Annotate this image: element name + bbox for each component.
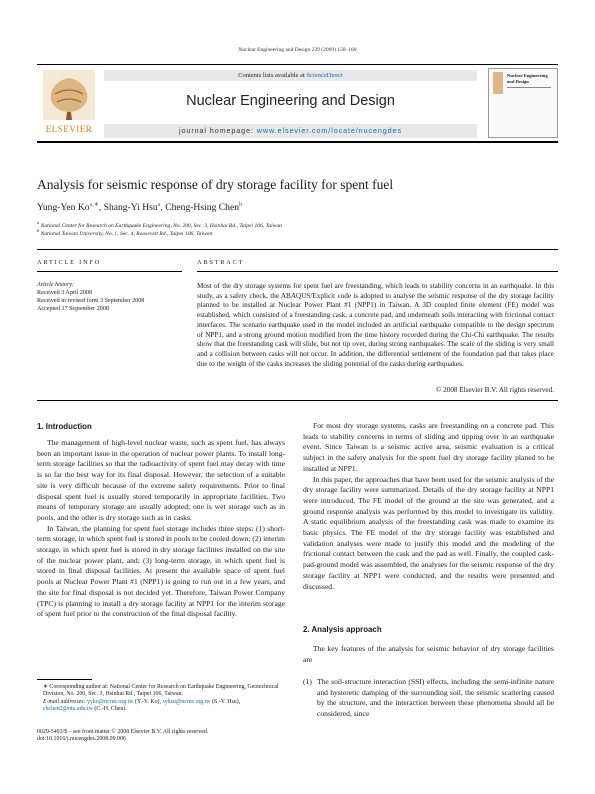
author-list: Yung-Yen $Ko^{a,∗}$, Shang-Yi Hsu$^a$, Cheng-Hsing Chen$^b$ bbox=[37, 202, 243, 214]
abstract-text: Most of the dry storage systems for spent fuel are freestanding, which leads to stability concerns in an earthquake. In this study, as a safety check, the ABAQUS/Explicit code is adopted to analyse the seismic response of the dry storage facility planned to be installed at Nuclear Power Plant #1 (NPP1) in Taiwan. A 3D coupled finite element (FE) model was established, which consisted of a freestanding cask, a concrete pad, and underneath soils interacting with frictional contact interfaces. The scenario earthquake used in the model included an artificial earthquake compatible to the design spectrum of NPP1, and a strong ground motion modified from the time history recorded during the Chi-Chi earthquake. The results show that the freestanding cask will slide, but not tip over, during strong earthquakes. The scale of the sliding is very small and a collision between casks will not occur. In addition, the differential settlement of the foundation pad that takes place due to the weight of the casks increases the sliding potential of the casks during earthquakes. bbox=[197, 282, 554, 368]
approach-body bbox=[303, 644, 554, 665]
journal-reference: Nuclear Engineering and Design 239 (2009) 158–168 bbox=[238, 47, 357, 53]
article-info-heading: ARTICLE INFO bbox=[37, 259, 102, 266]
intro-body bbox=[37, 438, 285, 620]
corresponding-author-note: ∗ Corresponding author at: National Center for Research on Earthquake Engineering, Geotechnical Division, No. 200, Sec. 3, Hsinhai Rd., Taipei 106, Taiwan. bbox=[43, 684, 279, 698]
analysis-approach-heading: 2. Analysis approach bbox=[303, 625, 382, 634]
author-name: Cheng-Hsing Chen bbox=[165, 202, 240, 214]
history-label: Article history: bbox=[37, 282, 75, 288]
email-link[interactable]: yyko@ncree.org.tw bbox=[86, 698, 134, 705]
email-link[interactable]: chchen2@ntu.edu.tw bbox=[43, 705, 93, 712]
intro-paragraph-3: For most dry storage systems, casks are freestanding on a concrete pad. This leads to stability concerns in terms of sliding and tipping over in an earthquake event. Since Taiwan is a seismic active area, seismic evaluation is a critical subject in the safety analysis for the spent fuel dry storage facility planed to be installed at NPP1. bbox=[303, 421, 554, 473]
issn-line: 0029-5493/$ – see front matter © 2008 Elsevier B.V. All rights reserved. bbox=[37, 729, 209, 735]
elsevier-logo bbox=[39, 68, 99, 136]
footnote bbox=[37, 684, 285, 713]
affiliation-text: National Center for Research on Earthquake Engineering, No. 200, Sec. 3, Hsinhai Rd., Taipei 106, Taiwan bbox=[40, 222, 282, 229]
author-name: Yung-Yen Ko bbox=[37, 202, 90, 214]
affiliation-text: National Taiwan University, No. 1, Sec. 4, Roosevelt Rd., Taipei 106, Taiwan bbox=[40, 230, 213, 237]
abstract-heading: ABSTRACT bbox=[197, 259, 245, 266]
accepted-date: Accepted 17 September 2008 bbox=[37, 306, 109, 313]
author-name: Shang-Yi Hsu bbox=[103, 202, 158, 214]
email-owner: (S.-Y. Hsu), bbox=[210, 698, 241, 705]
header-top-rule bbox=[37, 64, 558, 65]
homepage-link[interactable]: www.elsevier.com/locate/nucengdes bbox=[256, 126, 402, 135]
article-title: Analysis for seismic response of dry storage facility for spent fuel bbox=[37, 177, 394, 192]
footnote-rule bbox=[37, 679, 92, 680]
publisher-name: ELSEVIER bbox=[45, 124, 93, 134]
author-sup[interactable]: a bbox=[157, 202, 161, 208]
article-info-rule bbox=[37, 271, 182, 272]
cover-title: Nuclear Engineering and Design bbox=[507, 73, 548, 84]
email-line bbox=[37, 699, 285, 714]
affiliation-sup: b bbox=[37, 228, 40, 233]
affiliation-b bbox=[37, 228, 557, 237]
affiliation-sup: a bbox=[37, 220, 40, 225]
section-divider bbox=[37, 249, 558, 250]
section-divider bbox=[37, 400, 558, 401]
approach-paragraph: The key features of the analysis for seismic behavior of dry storage facilities are bbox=[303, 644, 554, 664]
cover-rule bbox=[507, 87, 551, 88]
author-sup[interactable]: b bbox=[239, 202, 243, 208]
email-link[interactable]: syhsu@ncree.org.tw bbox=[162, 698, 211, 705]
abstract-copyright: © 2008 Elsevier B.V. All rights reserved. bbox=[435, 386, 554, 394]
intro-heading: 1. Introduction bbox=[37, 422, 92, 431]
feature-number: (1) bbox=[303, 677, 312, 686]
intro-paragraph-2: In Taiwan, the planning for spent fuel storage includes three steps: (1) short-term storage, in which spent fuel is stored in pools to be cooled down; (2) interim storage, in which spent fuel is stored in dry storage facilities installed on the site of the nuclear power plant, and; (3) long-term storage, in which spent fuel is stored in final disposal facilities. At present the available space of spent fuel pools at Nuclear Power Plant #1 (NPP1) is going to run out in a few years, and the site for final disposal is not decided yet. Therefore, Taiwan Power Company (TPC) is planning to install a dry storage facility at NPP1 for the interim storage of spent fuel prior to the construction of the final disposal facility. bbox=[37, 523, 285, 619]
sciencedirect-link[interactable]: ScienceDirect bbox=[306, 72, 343, 79]
journal-title: Nuclear Engineering and Design bbox=[186, 93, 395, 109]
homepage-prefix: journal homepage: bbox=[179, 126, 257, 135]
email-owner: (C.-H. Chen). bbox=[92, 705, 127, 712]
cover-logo-icon bbox=[493, 72, 503, 94]
email-label: E-mail addresses: bbox=[43, 698, 86, 705]
homepage-bar bbox=[104, 124, 477, 138]
header-bottom-rule bbox=[37, 141, 558, 143]
revised-date: Received in revised form 3 September 2008 bbox=[37, 298, 145, 305]
feature-text: The soil-structure interaction (SSI) effects, including the semi-infinite nature and hysteretic damping of the surrounding soil, the seismic scattering caused by the structure, and the interaction between these phenomena should all be considered, since bbox=[317, 677, 554, 719]
abstract-rule bbox=[197, 271, 558, 272]
intro-paragraph-1: The management of high-level nuclear waste, such as spent fuel, has always been an important issue in the operation of nuclear power plants. To install long-term storage facilities so that the radioactivity of spent fuel may decay with time is so far the best way for its final disposal. However, the selection of a suitable site is very difficult because of the extreme safety requirements. Prior to final disposal spent fuel is usually stored temporarily in appropriate facilities. Two means of temporary storage are usually adopted; one is wet storage such as in pools, and the other is dry storage such as in casks. bbox=[37, 438, 285, 522]
publication-info bbox=[37, 729, 307, 744]
doi-line: doi:10.1016/j.nucengdes.2008.09.006 bbox=[37, 736, 126, 743]
contents-prefix: Contents lists available at bbox=[238, 72, 307, 79]
received-date: Received 3 April 2008 bbox=[37, 290, 93, 297]
contents-bar bbox=[104, 70, 477, 81]
right-column-body bbox=[303, 421, 554, 592]
feature-list-item bbox=[303, 677, 554, 720]
article-history bbox=[37, 281, 187, 313]
email-owner: (Y.-Y. Ko), bbox=[133, 698, 163, 705]
intro-paragraph-4: In this paper, the approaches that have been used for the seismic analysis of the dry storage facility were summarized. Details of the dry storage facility at NPP1 were introduced. The FE model of the ground at the site was generated, and a ground response analysis was performed by this model to investigate its validity. A static equilibrium analysis of the freestanding cask was made to examine its basic physics. The FE model of the dry storage facility was established and validation analyses were made to justify this model and the modeling of the frictional contact between the cask and the pad as well. Finally, the coupled cask-pad-ground model was assembled, the analyses for the seismic response of the dry storage facility at NPP1 were conducted, and the results were presented and discussed. bbox=[303, 474, 554, 591]
author-sup[interactable]: a,∗ bbox=[89, 202, 99, 208]
journal-cover-thumbnail bbox=[488, 68, 558, 138]
